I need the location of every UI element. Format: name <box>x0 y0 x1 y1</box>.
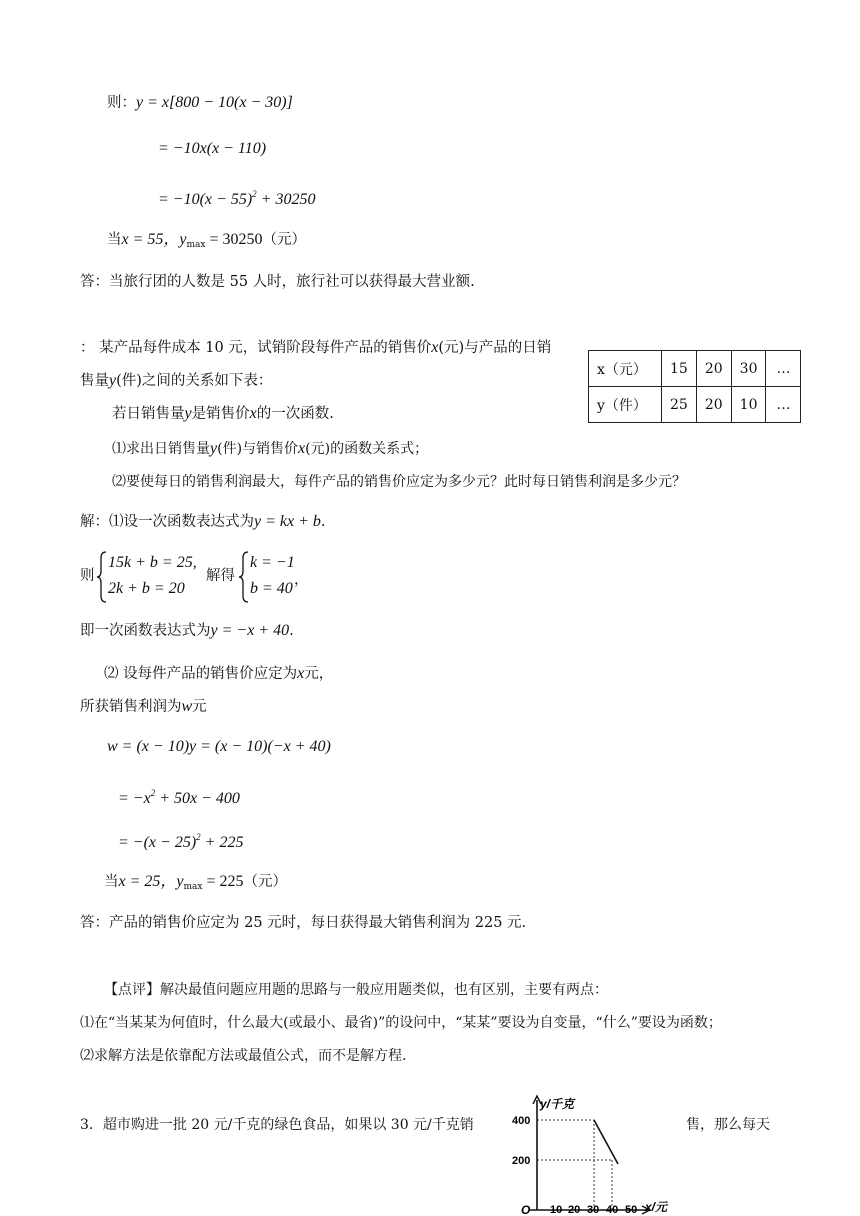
sol-line-1-math: y = kx + b <box>254 513 321 530</box>
sol-line-8-exp: 2 <box>196 832 201 842</box>
x-tick-label: 10 <box>550 1204 563 1216</box>
sol-line-1-c: . <box>320 514 326 530</box>
sol-line-8-c: + 225 <box>200 834 244 851</box>
origin-label: O <box>521 1203 531 1216</box>
sol-line-4-var: x <box>297 665 305 682</box>
q2-line-3-a: 若日销售量 <box>112 406 185 422</box>
sol-line-7 <box>118 783 240 809</box>
table-cell: … <box>766 351 801 387</box>
s1-line-3-a: = −10(x − 55) <box>158 191 253 208</box>
sol-answer: 答：产品的销售价应定为 25 元时，每日获得最大销售利润为 225 元. <box>80 915 527 931</box>
table-cell: x（元） <box>589 351 662 387</box>
sol-line-5-a: 所获销售利润为 <box>80 699 182 715</box>
left-brace-icon <box>238 551 250 603</box>
sol-line-7-exp: 2 <box>150 788 156 798</box>
sol-line-3 <box>80 621 294 641</box>
sol-line-4 <box>104 664 333 684</box>
sol-line-5-c: 元 <box>192 699 207 715</box>
s1-line-4-b: x = 55， <box>121 231 180 248</box>
x-tick-label: 20 <box>568 1204 581 1216</box>
review-point-2: ⑵求解方法是依靠配方法或最值公式，而不是解方程. <box>80 1048 407 1064</box>
sol-line-9-sub: max <box>183 882 203 892</box>
s1-line-3-exp: 2 <box>252 189 257 199</box>
table-cell: 30 <box>731 351 766 387</box>
q2-line-4-var-x: x <box>298 440 306 457</box>
s1-answer: 答：当旅行团的人数是 55 人时，旅行社可以获得最大营业额. <box>80 274 475 290</box>
q3-text-left: 3．超市购进一批 20 元/千克的绿色食品，如果以 30 元/千克销 <box>80 1117 474 1133</box>
sales-graph <box>508 1092 674 1216</box>
sol-line-9-b: x = 25， <box>118 873 177 890</box>
q2-line-1 <box>80 338 551 358</box>
q2-line-2-c: (件)之间的关系如下表： <box>116 373 273 389</box>
sol-line-2-solve: 解得 <box>206 568 235 584</box>
table-cell: y（件） <box>589 387 662 423</box>
left-brace-icon <box>96 551 108 603</box>
q2-line-4-c: (件)与销售价 <box>217 441 299 457</box>
s1-line-4-f: （元） <box>262 232 307 248</box>
y-tick-label: 200 <box>512 1155 531 1167</box>
table-cell: … <box>766 387 801 423</box>
table-cell: 20 <box>696 351 731 387</box>
q2-line-3-var-x: x <box>249 405 257 422</box>
q2-line-2-a: 售量 <box>80 373 109 389</box>
sol-line-7-c: + 50x − 400 <box>155 790 240 807</box>
value-table <box>588 350 801 423</box>
x-tick-label: 50 <box>625 1204 638 1216</box>
system-2-eq-2: b = 40 <box>250 580 293 597</box>
q2-line-2 <box>80 371 272 391</box>
q2-line-3-c: 是销售价 <box>191 406 250 422</box>
s1-line-2: = −10x(x − 110) <box>158 140 267 157</box>
s1-line-3 <box>158 184 315 210</box>
sol-line-9-c: y <box>176 873 184 890</box>
s1-line-4-e: = 30250 <box>205 231 263 248</box>
sol-line-3-a: 即一次函数表达式为 <box>80 623 211 639</box>
table-row <box>589 387 801 423</box>
q2-line-4-a: ⑴求出日销售量 <box>112 441 210 457</box>
s1-line-4-a: 当 <box>107 232 122 248</box>
table-cell: 25 <box>662 387 697 423</box>
sol-line-5 <box>80 697 207 717</box>
sol-line-9-f: （元） <box>243 874 288 890</box>
q2-line-1-c: (元)与产品的日销 <box>438 340 552 356</box>
s1-line-4 <box>107 230 306 255</box>
q2-line-3-var-y: y <box>184 405 192 422</box>
q2-line-4 <box>112 439 428 459</box>
s1-line-1 <box>107 93 293 113</box>
graph-line-segment <box>594 1120 618 1164</box>
sol-line-1 <box>80 512 326 532</box>
sol-line-9 <box>104 872 287 897</box>
sol-line-8 <box>118 827 243 853</box>
review-title: 【点评】解决最值问题应用题的思路与一般应用题类似，也有区别，主要有两点： <box>104 982 608 998</box>
q2-line-1-var: x <box>431 339 439 356</box>
q3-text-right: 售，那么每天 <box>686 1117 770 1133</box>
s1-line-4-c: y <box>179 231 187 248</box>
table-row <box>589 351 801 387</box>
sol-line-3-c: . <box>289 623 294 639</box>
s1-line-1-prefix: 则： <box>107 95 136 111</box>
table-cell: 15 <box>662 351 697 387</box>
q2-line-2-var: y <box>109 372 117 389</box>
s1-line-1-math: y = x[800 − 10(x − 30)] <box>136 94 293 111</box>
q2-line-5: ⑵要使每日的销售利润最大，每件产品的销售价应定为多少元？此时每日销售利润是多少元？ <box>112 474 686 490</box>
y-axis-label: y/千克 <box>540 1097 575 1111</box>
review-point-1: ⑴在“当某某为何值时，什么最大(或最小、最省)”的设问中，“某某”要设为自变量，“什么”要设为函数； <box>80 1015 722 1031</box>
sol-line-6: w = (x − 10)y = (x − 10)(−x + 40) <box>107 738 331 755</box>
s1-line-3-c: + 30250 <box>256 191 316 208</box>
x-tick-label: 40 <box>606 1204 619 1216</box>
sol-line-3-math: y = −x + 40 <box>210 622 290 639</box>
sol-line-7-a: = −x <box>118 790 151 807</box>
q2-line-3 <box>112 404 334 424</box>
sol-line-2-comma: ， <box>294 572 309 588</box>
q2-line-4-var-y: y <box>210 440 218 457</box>
sol-line-1-a: 解：⑴设一次函数表达式为 <box>80 514 254 530</box>
system-2-eq-1: k = −1 <box>250 554 295 571</box>
x-axis-label: x/元 <box>645 1200 668 1214</box>
system-1-eq-2: 2k + b = 20 <box>108 580 185 597</box>
sol-line-4-a: ⑵ 设每件产品的销售价应定为 <box>104 666 298 682</box>
s1-line-4-sub: max <box>186 240 206 250</box>
sol-line-4-c: 元， <box>304 666 334 682</box>
sol-line-9-a: 当 <box>104 874 119 890</box>
table-cell: 20 <box>696 387 731 423</box>
q2-line-3-e: 的一次函数. <box>256 406 334 422</box>
sol-line-2-prefix: 则 <box>80 568 95 584</box>
q2-line-1-a: ： 某产品每件成本 10 元，试销阶段每件产品的销售价 <box>80 340 432 356</box>
system-1-eq-1: 15k + b = 25, <box>108 554 197 571</box>
sol-line-9-e: = 225 <box>202 873 244 890</box>
q2-line-4-e: (元)的函数关系式； <box>305 441 429 457</box>
table-cell: 10 <box>731 387 766 423</box>
x-tick-label: 30 <box>587 1204 600 1216</box>
sol-line-5-var: w <box>181 698 193 715</box>
y-tick-label: 400 <box>512 1115 531 1127</box>
sol-line-8-a: = −(x − 25) <box>118 834 197 851</box>
